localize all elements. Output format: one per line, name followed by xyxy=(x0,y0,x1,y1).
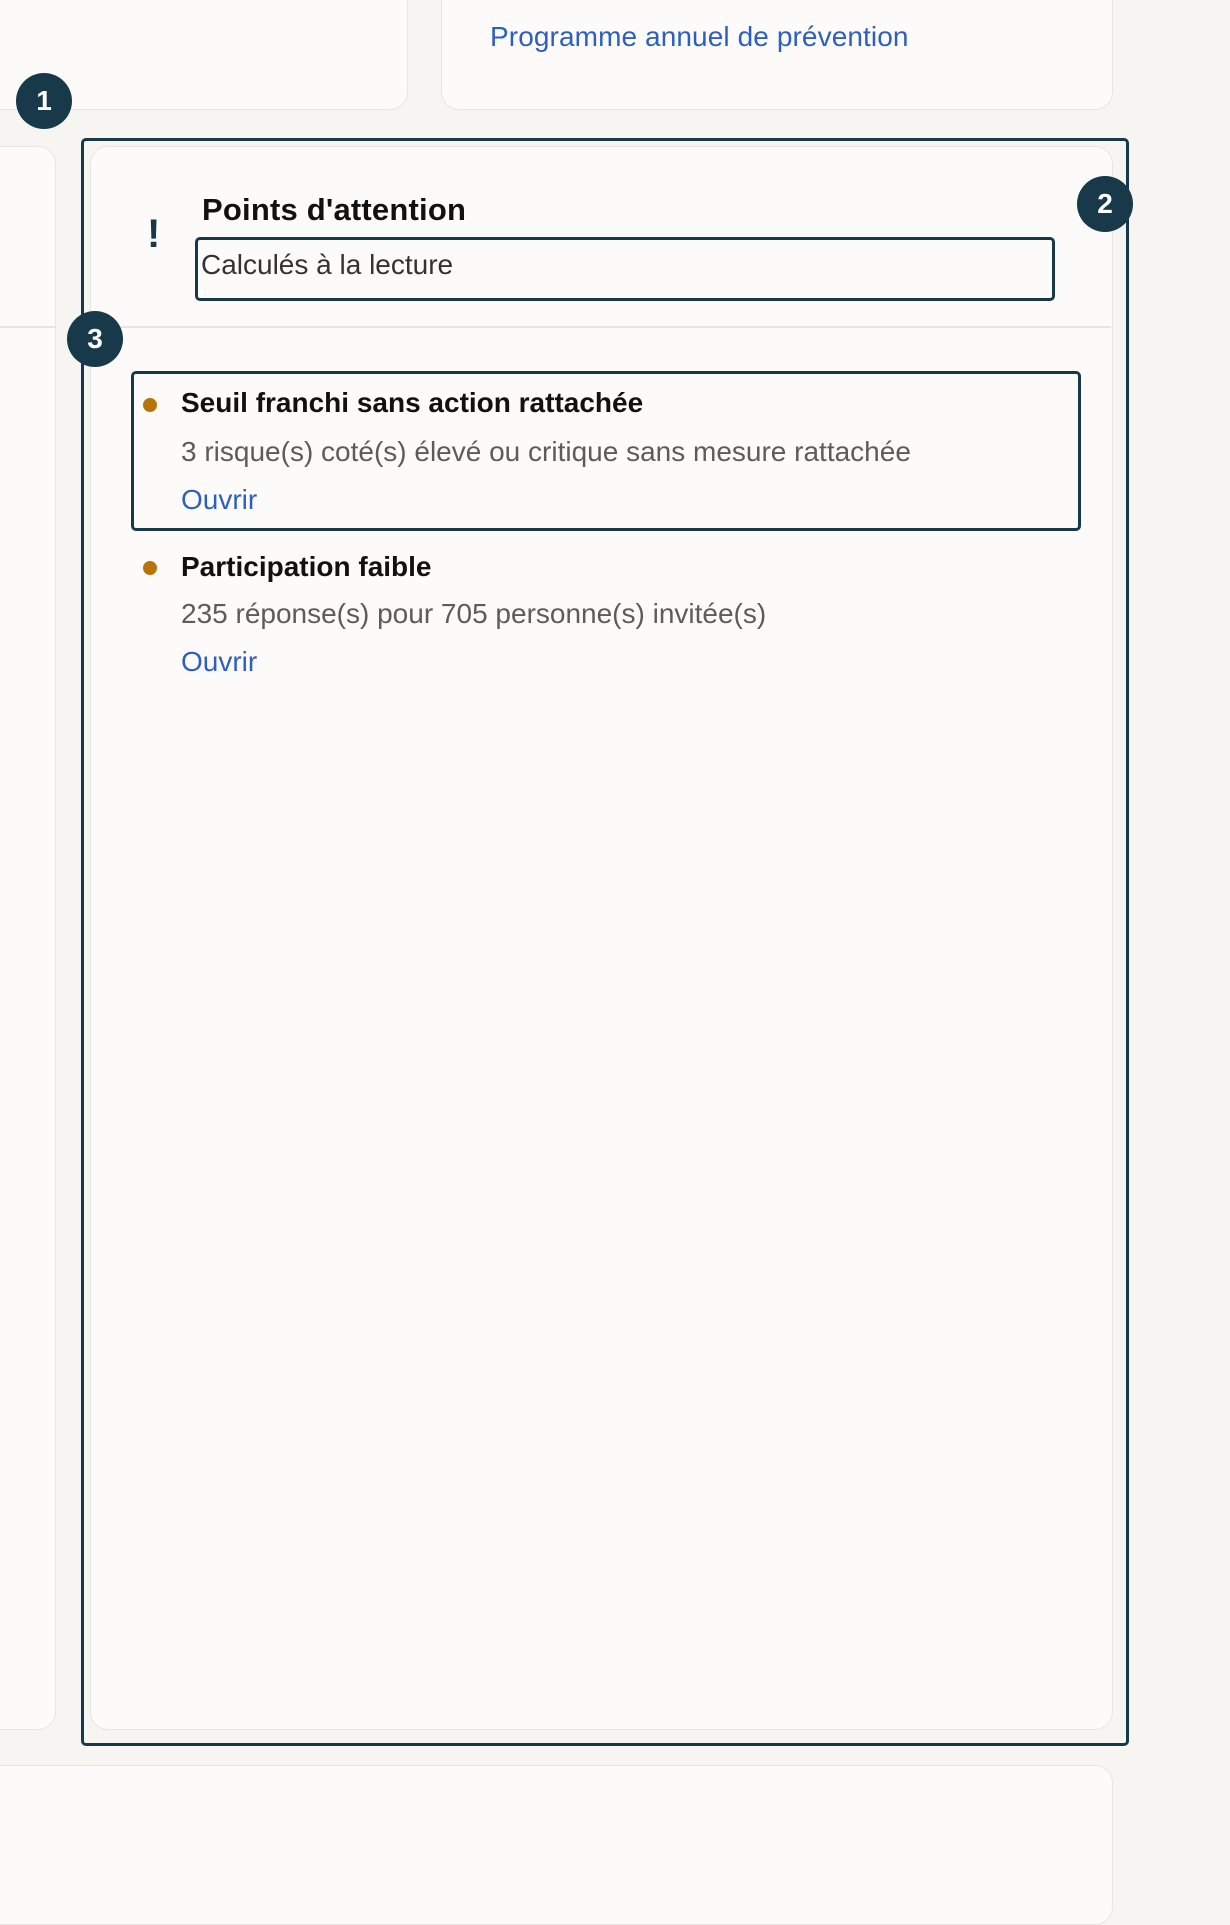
attention-item-description: 235 réponse(s) pour 705 personne(s) invitée(s) xyxy=(181,598,767,629)
annotation-badge-1: 1 xyxy=(16,73,72,129)
left-card-divider xyxy=(0,326,56,328)
open-link[interactable]: Ouvrir xyxy=(181,646,258,677)
attention-item-description: 3 risque(s) coté(s) élevé ou critique sans mesure rattachée xyxy=(181,436,911,467)
left-card xyxy=(0,146,56,1730)
annotation-badge-2: 2 xyxy=(1077,176,1133,232)
open-link[interactable]: Ouvrir xyxy=(181,484,258,515)
panel-divider xyxy=(92,326,1111,328)
panel-title: Points d'attention xyxy=(202,192,467,227)
attention-item-title: Seuil franchi sans action rattachée xyxy=(181,387,644,418)
panel-subtitle: Calculés à la lecture xyxy=(201,249,454,280)
warning-status-dot xyxy=(143,561,157,575)
annual-prevention-program-link[interactable]: Programme annuel de prévention xyxy=(490,21,909,52)
bottom-card xyxy=(0,1765,1113,1925)
top-right-card xyxy=(441,0,1113,110)
exclamation-icon: ! xyxy=(147,212,161,256)
annotation-badge-3: 3 xyxy=(67,311,123,367)
warning-status-dot xyxy=(143,398,157,412)
attention-item-title: Participation faible xyxy=(181,551,432,582)
